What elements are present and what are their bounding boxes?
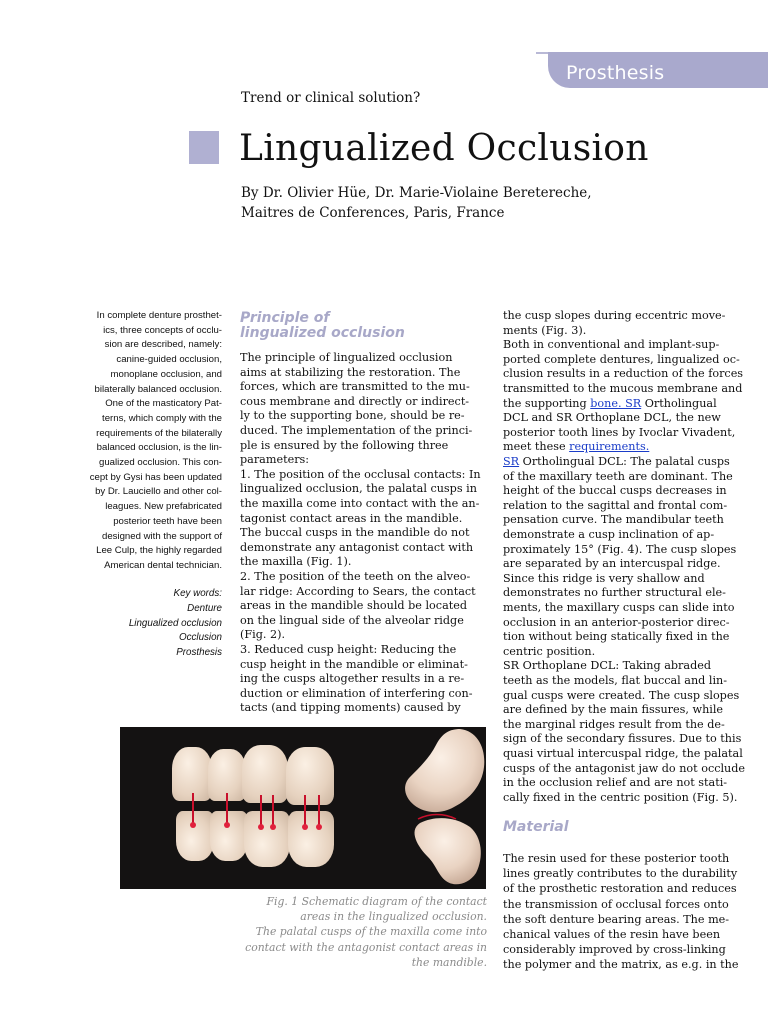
body-line: ments, the maxillary cusps can slide into — [503, 601, 735, 614]
body-line: SR Orthoplane DCL: Taking abraded — [503, 659, 712, 673]
abstract-line: balanced occlusion, is the lin- — [96, 442, 222, 454]
body-line: aims at stabilizing the restoration. The — [240, 365, 461, 379]
abstract-line: by Dr. Lauciello and other col- — [95, 486, 222, 498]
body-line: The principle of lingualized occlusion — [240, 351, 453, 364]
contact-point — [316, 824, 322, 830]
keyword-line: Denture — [187, 602, 222, 614]
link-sr[interactable]: SR — [503, 455, 520, 468]
lower-tooth — [210, 811, 248, 861]
lower-tooth — [288, 811, 334, 867]
contact-line — [260, 795, 262, 825]
body-line: tion without being statically fixed in the — [503, 630, 730, 644]
body-line: parameters: — [240, 453, 310, 467]
body-line: posterior tooth lines by Ivoclar Vivadent, — [503, 425, 736, 439]
contact-point — [258, 824, 264, 830]
body-line: of the prosthetic restoration and reduces — [503, 882, 737, 896]
abstract-line: One of the masticatory Pat- — [105, 398, 222, 410]
body-line: pensation curve. The mandibular teeth — [503, 513, 724, 527]
abstract-line: cept by Gysi has been updated — [89, 471, 222, 483]
body-line: the transmission of occlusal forces onto — [503, 897, 729, 911]
abstract-line: terns, which comply with the — [102, 412, 222, 424]
abstract-line: monoplane occlusion, and — [110, 368, 222, 380]
section-heading-principle: Principle of — [240, 310, 330, 326]
byline-authors: By Dr. Olivier Hüe, Dr. Marie-Violaine Beretereche, — [241, 185, 592, 201]
body-line: the maxilla come into contact with the an- — [240, 497, 480, 510]
contact-point — [224, 822, 230, 828]
body-line: transmitted to the mucous membrane and — [503, 382, 743, 395]
abstract-line: gualized occlusion. This con- — [98, 457, 222, 468]
body-line: cous membrane and directly or indirect- — [240, 394, 470, 408]
body-line: duced. The implementation of the princi- — [240, 424, 473, 437]
lower-tooth — [176, 811, 214, 861]
caption-line: Fig. 1 Schematic diagram of the contact — [266, 895, 487, 908]
body-line: tacts (and tipping moments) caused by — [240, 701, 461, 715]
article-title: Lingualized Occlusion — [239, 128, 649, 169]
body-line: occlusion in an anterior-posterior direc- — [503, 615, 730, 629]
section-heading-principle-2: lingualized occlusion — [240, 325, 405, 341]
body-line: cusp height in the mandible or eliminat- — [240, 657, 468, 671]
contact-point — [190, 822, 196, 828]
body-line: demonstrates no further structural ele- — [503, 586, 726, 600]
body-line: ported complete dentures, lingualized oc- — [503, 352, 740, 366]
body-line: considerably improved by cross-linking — [503, 943, 726, 957]
upper-tooth — [242, 745, 288, 803]
body-line: the maxilla (Fig. 1). — [240, 555, 352, 569]
body-line: lingualized occlusion, the palatal cusps in — [240, 482, 477, 496]
contact-point — [302, 824, 308, 830]
body-line: duction or elimination of interfering con- — [240, 686, 473, 700]
body-line: clusion results in a reduction of the forces — [503, 367, 744, 381]
body-line: ly to the supporting bone, should be re- — [240, 409, 465, 423]
abstract-line: posterior teeth have been — [113, 515, 222, 527]
section-tab-label: Prosthesis — [566, 62, 665, 84]
abstract-line: requirements of the bilaterally — [96, 427, 222, 439]
body-line: the soft denture bearing areas. The me- — [503, 912, 730, 926]
byline-affiliation: Maitres de Conferences, Paris, France — [241, 205, 505, 221]
upper-tooth — [286, 747, 334, 805]
abstract-line: American dental technician. — [104, 559, 222, 571]
title-marker-square — [189, 131, 219, 164]
contact-line — [272, 795, 274, 825]
abstract-line: In complete denture prosthet- — [96, 310, 222, 321]
body-line: sign of the secondary fissures. Due to this — [503, 732, 742, 746]
body-line — [503, 455, 730, 468]
abstract-line: sion are described, namely: — [104, 339, 222, 351]
article-kicker: Trend or clinical solution? — [241, 90, 421, 106]
body-line: in the occlusion relief and are not stati- — [503, 776, 728, 790]
body-line: tagonist contact areas in the mandible. — [240, 511, 463, 525]
body-text: Ortholingual DCL: The palatal cusps — [519, 455, 730, 468]
body-line: The resin used for these posterior tooth — [503, 852, 730, 865]
body-line: demonstrate any antagonist contact with — [240, 540, 474, 554]
caption-line: contact with the antagonist contact areas in — [245, 940, 487, 954]
body-line: chanical values of the resin have been — [503, 928, 721, 941]
body-line: cally fixed in the centric position (Fig. 5). — [503, 790, 738, 804]
contact-line — [192, 793, 194, 823]
body-line: 1. The position of the occlusal contacts: In — [240, 467, 481, 481]
body-line: Since this ridge is very shallow and — [503, 571, 705, 585]
body-line: gual cusps were created. The cusp slopes — [503, 688, 740, 702]
keyword-line: Prosthesis — [176, 647, 222, 659]
body-line: are separated by an intercuspal ridge. — [503, 557, 721, 571]
body-line: proximately 15° (Fig. 4). The cusp slopes — [503, 542, 737, 556]
abstract-line: Lee Culp, the highly regarded — [96, 545, 222, 557]
body-line: ple is ensured by the following three — [240, 438, 449, 452]
body-line: ments (Fig. 3). — [503, 323, 587, 337]
body-line: 3. Reduced cusp height: Reducing the — [240, 643, 457, 656]
section-heading-material: Material — [503, 819, 569, 835]
body-line — [503, 440, 649, 453]
body-line: DCL and SR Orthoplane DCL, the new — [503, 411, 721, 425]
body-line: relation to the sagittal and frontal com- — [503, 498, 728, 512]
body-line: lines greatly contributes to the durability — [503, 867, 738, 881]
body-line: the cusp slopes during eccentric move- — [503, 309, 726, 322]
body-line: of the maxillary teeth are dominant. The — [503, 469, 733, 483]
body-line — [503, 397, 717, 410]
caption-line: areas in the lingualized occlusion. — [300, 910, 487, 924]
contact-line — [318, 795, 320, 825]
keyword-line: Key words: — [173, 588, 222, 599]
body-text: the supporting — [503, 396, 587, 410]
body-line: (Fig. 2). — [240, 628, 286, 642]
contact-line — [226, 793, 228, 823]
body-line: are defined by the main fissures, while — [503, 703, 724, 717]
body-line: cusps of the antagonist jaw do not occlude — [503, 761, 746, 775]
body-line: centric position. — [503, 644, 596, 658]
body-line: lar ridge: According to Sears, the contact — [240, 584, 476, 598]
body-line: Both in conventional and implant-sup- — [503, 338, 720, 352]
body-line: the polymer and the matrix, as e.g. in the — [503, 958, 739, 972]
contact-line — [304, 795, 306, 825]
link-requirements[interactable]: requirements. — [569, 440, 650, 454]
body-line: ing the cusps altogether results in a re- — [240, 672, 465, 686]
abstract-line: canine-guided occlusion, — [116, 354, 222, 366]
keyword-line: Lingualized occlusion — [128, 617, 222, 629]
lower-tooth — [244, 811, 290, 867]
caption-line: The palatal cusps of the maxilla come into — [255, 925, 487, 939]
body-line: forces, which are transmitted to the mu- — [240, 380, 470, 394]
keyword-line: Occlusion — [178, 632, 222, 644]
abstract-line: ics, three concepts of occlu- — [103, 324, 222, 336]
abstract-line: leagues. New prefabricated — [105, 501, 222, 513]
link-bone-sr[interactable]: bone. SR — [590, 396, 642, 410]
body-line: demonstrate a cusp inclination of ap- — [503, 528, 715, 541]
body-text: Ortholingual — [641, 396, 717, 410]
tooth-cross-section — [400, 727, 486, 889]
body-line: the marginal ridges result from the de- — [503, 717, 725, 731]
body-line: 2. The position of the teeth on the alveo- — [240, 570, 471, 583]
abstract-line: designed with the support of — [101, 530, 222, 542]
caption-line: the mandible. — [411, 955, 487, 969]
figure-1-teeth-photo — [120, 727, 486, 889]
body-line: areas in the mandible should be located — [240, 599, 468, 613]
body-line: height of the buccal cusps decreases in — [503, 484, 727, 498]
contact-point — [270, 824, 276, 830]
body-line: The buccal cusps in the mandible do not — [240, 526, 470, 540]
body-line: teeth as the models, flat buccal and lin- — [503, 674, 728, 687]
body-line: on the lingual side of the alveolar ridge — [240, 613, 464, 627]
body-text: meet these — [503, 440, 570, 454]
body-line: quasi virtual intercuspal ridge, the palatal — [503, 747, 743, 760]
abstract-line: bilaterally balanced occlusion. — [94, 383, 222, 395]
